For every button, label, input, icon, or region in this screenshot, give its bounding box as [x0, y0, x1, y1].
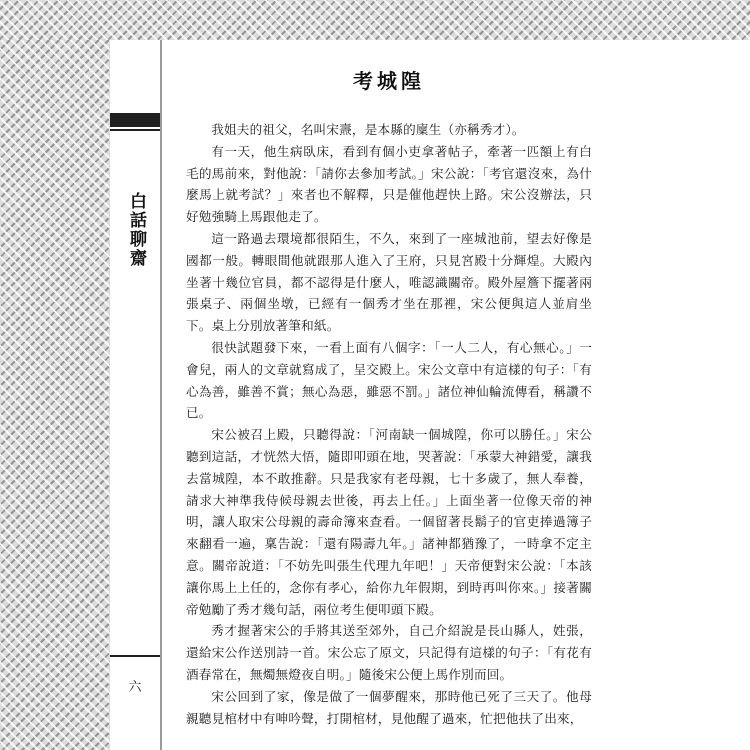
spine-panel: [110, 40, 160, 750]
chapter-title: 考城隍: [353, 69, 425, 93]
spine-bottom-rule: [110, 655, 160, 657]
book-title: 白話聊齋: [126, 192, 146, 268]
page-number: 六: [128, 680, 142, 695]
spine-dark-bar: [110, 113, 160, 127]
paragraph: 這一路過去環境都很陌生，不久，來到了一座城池前，望去好像是國都一般。轉眼間他就跟那人進入了王府，只見宮殿十分輝煌。大殿內坐著十幾位官員，都不認得是什麼人，唯認識關帝。殿外屋簷下擺著兩張桌子、兩個坐墩，已經有一個秀才坐在那裡，宋公便與這人並肩坐下。桌上分別放著筆和紙。: [186, 230, 592, 334]
paragraph: 秀才握著宋公的手將其送至郊外，自己介紹說是長山縣人，姓張，還給宋公作送別詩一首。宋公忘了原文，只記得有這樣的句子：「有花有酒春常在，無燭無燈夜自明。」隨後宋公便上馬作別而回。: [186, 623, 592, 682]
top-pattern-band: [0, 0, 750, 40]
paragraph: 我姐夫的祖父，名叫宋燾，是本縣的廩生（亦稱秀才）。: [211, 122, 525, 137]
page-divider: [160, 40, 162, 750]
paragraph: 宋公回到了家，像是做了一個夢醒來，那時他已死了三天了。他母親聽見棺材中有呻吟聲，打開棺材，見他醒了過來，忙把他扶了出來，: [186, 688, 592, 726]
body-text: [186, 119, 592, 729]
paragraph: 有一天，他生病臥床，看到有個小吏拿著帖子，牽著一匹額上有白毛的馬前來，對他說：「請你去參加考試。」宋公說：「考官還沒來，為什麼馬上就考試？」來者也不解釋，只是催他趕快上路。宋公沒辦法，只好勉強騎上馬跟他走了。: [186, 143, 592, 225]
paragraph: 宋公被召上殿，只聽得說：「河南缺一個城隍，你可以勝任。」宋公聽到這話，才恍然大悟，隨即叩頭在地，哭著說：「承蒙大神錯愛，讓我去當城隍，本不敢推辭。只是我家有老母親，七十多歲了，無人奉養，請求大神準我侍候母親去世後，再去上任。」上面坐著一位像天帝的神明，讓人取宋公母親的壽命簿來查看。一個留著長鬍子的官吏捧過簿子來翻看一遍，稟告說：「還有陽壽九年。」諸神都猶豫了，一時拿不定主意。關帝說道：「不妨先叫張生代理九年吧！」天帝便對宋公說：「本該讓你馬上上任的，念你有孝心，給你九年假期，到時再叫你來。」接著關帝勉勵了秀才幾句話，兩位考生便叩頭下殿。: [186, 427, 592, 617]
paragraph: 很快試題發下來，一看上面有八個字：「一人二人，有心無心。」一會兒，兩人的文章就寫成了，呈交殿上。宋公文章中有這樣的句子：「有心為善，雖善不賞；無心為惡，雖惡不罰。」諸位神仙輪流傳看，稱讚不已。: [186, 339, 592, 421]
spine-rule: [110, 129, 160, 131]
text-column: [186, 40, 592, 750]
left-pattern-band: [0, 40, 110, 750]
